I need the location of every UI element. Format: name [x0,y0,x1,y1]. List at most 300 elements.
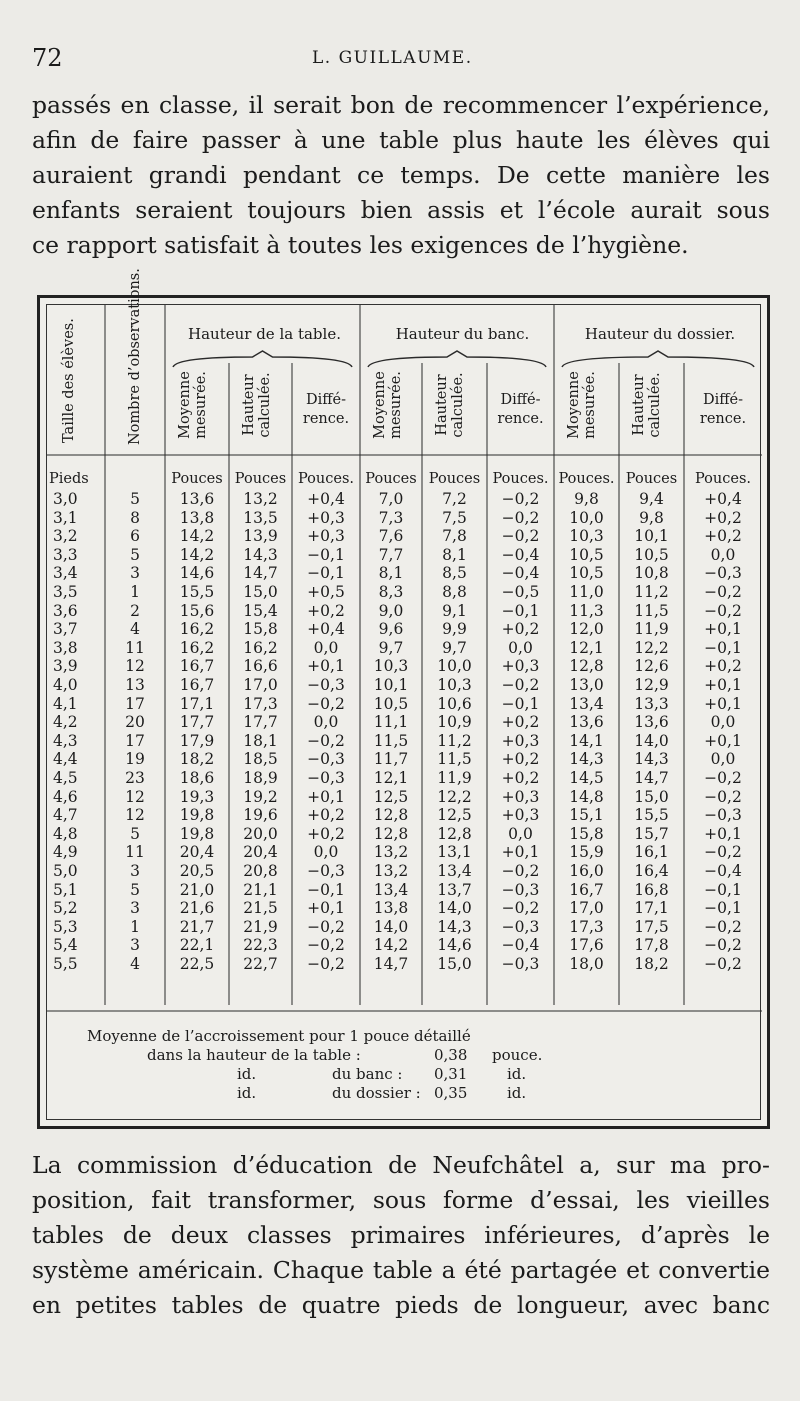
table-cell: +0,3 [307,527,345,546]
table-cell: 12,8 [373,824,409,843]
table-cell: 13,5 [243,508,278,527]
table-cell: 14,0 [634,731,669,750]
cell-taille: 3,4 [53,564,78,583]
cell-nombre: 6 [130,527,140,546]
unit-label: Pouces [625,471,678,487]
table-cell: 16,4 [634,862,669,880]
cell-taille: 3,2 [53,527,78,546]
table-cell: 11,0 [569,583,604,601]
table-cell: 7,6 [378,527,404,546]
table-cell: 12,9 [634,676,669,694]
unit-label: Pouces. [558,471,615,487]
summary-label: du dossier : [332,1084,421,1102]
table-cell: +0,3 [501,731,540,750]
unit-label: Pouces [171,471,223,487]
table-cell: −0,2 [704,787,742,806]
table-cell: 13,6 [179,490,215,508]
table-cell: 13,6 [569,713,604,732]
table-cell: 14,6 [179,564,215,583]
table-cell: 12,0 [569,620,604,639]
cell-nombre: 3 [130,936,140,955]
table-cell: 12,5 [437,806,472,825]
table-cell: 15,8 [569,824,604,843]
group-header-table: Hauteur de la table. [188,325,341,343]
table-cell: 9,1 [442,601,467,620]
text-line: afin de faire passer à une table plus haute les élèves qui [32,126,770,154]
table-cell: 15,0 [634,787,669,806]
table-cell: 12,5 [373,787,409,806]
subheader-moyenne: Moyenne mesurée. [566,371,598,439]
table-cell: −0,2 [501,527,540,546]
table-cell: 9,4 [639,490,664,508]
table-cell: −0,3 [307,862,345,880]
table-cell: 13,1 [437,843,472,862]
table-cell: 13,8 [373,899,409,918]
table-cell: 17,7 [243,713,278,732]
summary-unit: id. [507,1065,527,1083]
summary-value: 0,35 [434,1084,468,1102]
table-cell: 9,7 [442,638,467,657]
table-cell: −0,3 [704,564,742,583]
table-cell: +0,2 [501,620,540,639]
table-cell: 11,2 [437,731,472,750]
table-cell: +0,3 [501,657,540,676]
cell-taille: 4,1 [53,694,78,713]
table-cell: +0,3 [501,787,540,806]
table-cell: 16,7 [569,880,604,899]
cell-nombre: 4 [130,955,140,973]
cell-nombre: 2 [130,601,140,620]
table-cell: 14,7 [634,769,669,787]
table-cell: 14,5 [569,769,604,787]
unit-label: Pouces [428,471,481,487]
cell-nombre: 12 [125,806,145,825]
page-number: 72 [32,44,63,72]
table-cell: −0,2 [501,676,540,694]
table-cell: 0,0 [313,638,339,657]
table-cell: 21,6 [179,899,215,918]
table-cell: 20,5 [179,862,215,880]
cell-nombre: 3 [130,899,140,918]
table-cell: +0,2 [307,824,345,843]
table-cell: +0,2 [704,657,742,676]
text-line: auraient grandi pendant ce temps. De cette manière les [32,161,770,189]
table-cell: 13,2 [373,862,409,880]
unit-label: Pouces [365,471,417,487]
table-cell: 15,5 [634,806,669,825]
table-cell: −0,2 [307,694,345,713]
table-cell: 7,7 [378,545,404,564]
table-cell: 10,0 [569,508,604,527]
table-cell: 12,8 [373,806,409,825]
table-cell: −0,2 [704,601,742,620]
cell-taille: 5,0 [53,862,78,880]
subheader-moyenne: Moyenne mesurée. [372,371,404,439]
table-cell: 13,8 [179,508,215,527]
cell-taille: 3,1 [53,508,78,527]
summary-label: id. [237,1084,257,1102]
table-cell: 7,8 [442,527,467,546]
cell-taille: 3,0 [53,490,78,508]
table-cell: 17,5 [634,917,669,936]
table-cell: 16,7 [179,676,215,694]
table-cell: 10,5 [373,694,409,713]
table-cell: −0,2 [307,936,345,955]
table-cell: −0,2 [704,769,742,787]
table-cell: 7,5 [442,508,467,527]
table-cell: +0,1 [307,657,345,676]
cell-nombre: 17 [125,694,145,713]
table-cell: +0,2 [307,601,345,620]
table-cell: −0,4 [501,545,540,564]
table-cell: 10,0 [437,657,472,676]
cell-taille: 3,3 [53,545,78,564]
table-cell: 9,0 [378,601,404,620]
table-cell: 16,2 [179,638,215,657]
table-cell: 18,1 [243,731,278,750]
cell-taille: 4,3 [53,731,78,750]
table-cell: −0,3 [307,676,345,694]
table-cell: +0,2 [501,713,540,732]
table-cell: 14,3 [243,545,278,564]
table-frame [46,268,761,1120]
table-cell: 14,8 [569,787,604,806]
table-cell: 13,3 [634,694,669,713]
cell-nombre: 4 [130,620,140,639]
cell-nombre: 17 [125,731,145,750]
cell-nombre: 13 [125,676,145,694]
table-cell: 17,7 [179,713,215,732]
cell-taille: 5,4 [53,936,78,955]
table-cell: +0,2 [307,806,345,825]
table-cell: 13,0 [569,676,604,694]
table-cell: 18,0 [569,955,604,973]
table-cell: +0,2 [501,750,540,769]
cell-taille: 4,4 [53,750,78,769]
table-cell: 10,3 [373,657,409,676]
table-cell: 8,1 [378,564,404,583]
table-cell: −0,3 [501,880,540,899]
table-cell: 11,1 [373,713,409,732]
subheader-difference: Diffé- rence. [699,392,747,427]
page-header [32,44,752,74]
cell-nombre: 5 [130,545,140,564]
table-cell: 9,8 [639,508,664,527]
table-cell: 15,9 [569,843,604,862]
cell-nombre: 3 [130,862,140,880]
table-cell: +0,3 [307,508,345,527]
table-cell: 9,7 [378,638,404,657]
table-cell: −0,2 [501,899,540,918]
cell-taille: 4,6 [53,787,78,806]
table-cell: −0,2 [501,862,540,880]
paragraph-bottom [32,1148,770,1323]
table-cell: −0,2 [307,955,345,973]
cell-taille: 5,3 [53,917,78,936]
table-cell: 20,4 [179,843,215,862]
cell-taille: 3,7 [53,620,78,639]
table-cell: 21,9 [243,917,278,936]
table-cell: 18,5 [243,750,278,769]
table-cell: −0,1 [704,880,742,899]
table-cell: −0,2 [307,917,345,936]
table-cell: 0,0 [710,545,736,564]
table-cell: 22,3 [243,936,278,955]
table-cell: 15,1 [569,806,604,825]
table-cell: 10,6 [437,694,472,713]
cell-taille: 4,9 [53,843,78,862]
table-cell: −0,1 [704,638,742,657]
table-cell: +0,1 [307,899,345,918]
table-cell: 13,4 [437,862,472,880]
header-taille: Taille des élèves. [61,318,77,443]
table-cell: +0,1 [307,787,345,806]
table-cell: 13,2 [373,843,409,862]
table-cell: 20,0 [243,824,278,843]
table-cell: 16,2 [179,620,215,639]
table-cell: 11,9 [634,620,669,639]
table-cell: 12,2 [634,638,669,657]
table-cell: −0,2 [704,843,742,862]
table-cell: 15,8 [243,620,278,639]
table-cell: 12,8 [569,657,604,676]
table-cell: 8,5 [442,564,467,583]
table-cell: 9,8 [574,490,599,508]
table-cell: +0,4 [307,620,345,639]
cell-nombre: 11 [125,638,145,657]
table-cell: 13,2 [243,490,278,508]
table-cell: +0,4 [704,490,742,508]
cell-taille: 5,1 [53,880,78,899]
text-line: passés en classe, il serait bon de recommencer l’expérience, [32,91,770,119]
table-cell: 10,9 [437,713,472,732]
table-cell: 16,6 [243,657,278,676]
table-cell: 11,5 [373,731,409,750]
cell-taille: 4,7 [53,806,78,825]
table-cell: 7,3 [378,508,404,527]
table-cell: 8,8 [442,583,467,601]
table-cell: 15,0 [243,583,278,601]
table-cell: 15,6 [179,601,215,620]
table-cell: 22,1 [179,936,215,955]
table-cell: 15,0 [437,955,472,973]
text-line: tables de deux classes primaires inférieures, d’après le [32,1221,770,1249]
table-cell: +0,1 [501,843,540,862]
table-cell: −0,3 [704,806,742,825]
table-cell: +0,5 [307,583,345,601]
table-cell: 17,0 [569,899,604,918]
summary-value: 0,31 [434,1065,468,1083]
table-cell: −0,2 [704,583,742,601]
cell-nombre: 1 [130,917,140,936]
cell-nombre: 8 [130,508,140,527]
table-cell: 17,6 [569,936,604,955]
table-cell: 16,7 [179,657,215,676]
unit-label: Pouces. [298,471,354,487]
table-cell: 14,7 [373,955,409,973]
table-cell: −0,2 [501,490,540,508]
table-cell: −0,1 [704,899,742,918]
table-cell: 10,5 [569,564,604,583]
summary-line: Moyenne de l’accroissement pour 1 pouce détaillé [87,1027,471,1045]
summary-label: du banc : [332,1065,403,1083]
cell-taille: 5,5 [53,955,78,973]
table-cell: −0,1 [501,694,540,713]
table-cell: −0,3 [501,917,540,936]
table-cell: 17,3 [243,694,278,713]
summary-unit: id. [507,1084,527,1102]
cell-taille: 3,5 [53,583,78,601]
table-cell: −0,1 [501,601,540,620]
table-cell: 19,8 [179,806,215,825]
table-cell: 21,7 [179,917,215,936]
table-cell: 7,0 [378,490,404,508]
table-cell: 18,9 [243,769,278,787]
cell-nombre: 5 [130,880,140,899]
cell-nombre: 3 [130,564,140,583]
table-cell: 19,2 [243,787,278,806]
group-header-dossier: Hauteur du dossier. [584,325,736,343]
table-cell: 16,2 [243,638,278,657]
table-cell: 14,0 [373,917,409,936]
table-cell: 11,2 [634,583,669,601]
subheader-calculee: Hauteur calculée. [631,372,663,438]
table-cell: −0,3 [307,769,345,787]
table-cell: −0,4 [704,862,742,880]
table-cell: 21,5 [243,899,278,918]
cell-nombre: 23 [125,769,145,787]
table-cell: 14,3 [569,750,604,769]
table-cell: 14,6 [437,936,472,955]
table-cell: −0,1 [307,545,345,564]
table-cell: −0,2 [704,936,742,955]
table-cell: 9,6 [378,620,404,639]
table-cell: 17,9 [179,731,215,750]
table-cell: 11,9 [437,769,472,787]
text-line: La commission d’éducation de Neufchâtel a, sur ma pro- [32,1151,770,1179]
cell-taille: 5,2 [53,899,78,918]
table-cell: 14,2 [179,527,215,546]
table-cell: 10,3 [569,527,604,546]
table-cell: 12,2 [437,787,472,806]
table-cell: 18,6 [179,769,215,787]
table-cell: 8,3 [378,583,404,601]
table-cell: +0,1 [704,676,742,694]
group-header-banc: Hauteur du banc. [395,325,530,343]
text-line: enfants seraient toujours bien assis et l’école aurait sous [32,196,770,224]
table-cell: 10,5 [634,545,669,564]
text-line: en petites tables de quatre pieds de longueur, avec banc [32,1291,770,1319]
summary-value: 0,38 [434,1046,468,1064]
table-cell: 18,2 [179,750,215,769]
table-cell: 10,1 [373,676,409,694]
table-cell: 0,0 [508,824,533,843]
table-cell: 13,4 [373,880,409,899]
table-cell: 17,3 [569,917,604,936]
table-cell: 0,0 [313,843,339,862]
cell-nombre: 1 [130,583,140,601]
cell-taille: 3,8 [53,638,78,657]
unit-label: Pouces. [492,471,549,487]
table-cell: 14,2 [373,936,409,955]
table-cell: 19,8 [179,824,215,843]
table-cell: 11,5 [437,750,472,769]
table-cell: 10,8 [634,564,669,583]
table-cell: 14,7 [243,564,278,583]
table-cell: +0,1 [704,620,742,639]
table-cell: 0,0 [313,713,339,732]
unit-label: Pieds [49,471,89,487]
cell-nombre: 5 [130,824,140,843]
table-cell: 0,0 [710,713,736,732]
table-cell: 13,7 [437,880,472,899]
paragraph-top [32,88,770,263]
table-cell: 17,8 [634,936,669,955]
table-cell: 22,5 [179,955,215,973]
table-cell: −0,1 [307,880,345,899]
table-cell: 10,3 [437,676,472,694]
running-head: L. GUILLAUME. [312,48,473,68]
cell-taille: 4,8 [53,824,78,843]
table-cell: 12,6 [634,657,669,676]
text-line: ce rapport satisfait à toutes les exigences de l’hygiène. [32,231,689,259]
subheader-difference: Diffé- rence. [497,392,544,427]
table-cell: 11,3 [569,601,604,620]
table-cell: +0,1 [704,731,742,750]
summary-unit: pouce. [492,1046,543,1064]
cell-nombre: 12 [125,657,145,676]
table-cell: 0,0 [710,750,736,769]
table-cell: 16,0 [569,862,604,880]
table-cell: −0,2 [501,508,540,527]
table-cell: +0,4 [307,490,345,508]
text-line: position, fait transformer, sous forme d’essai, les vieilles [32,1186,770,1214]
table-cell: −0,3 [501,955,540,973]
table-cell: −0,1 [307,564,345,583]
table-cell: 11,5 [634,601,669,620]
cell-taille: 3,9 [53,657,78,676]
table-cell: 19,3 [179,787,215,806]
cell-nombre: 19 [125,750,145,769]
table-cell: 15,4 [243,601,278,620]
table-cell: 17,1 [179,694,215,713]
table-cell: +0,2 [501,769,540,787]
subheader-calculee: Hauteur calculée. [241,372,273,438]
table-cell: +0,2 [704,508,742,527]
table-cell: 16,1 [634,843,669,862]
table-cell: 14,3 [634,750,669,769]
table-cell: 8,1 [442,545,467,564]
table-cell: 20,4 [243,843,278,862]
table-cell: 12,1 [569,638,604,657]
cell-nombre: 5 [130,490,140,508]
table-cell: 13,6 [634,713,669,732]
table-cell: 19,6 [243,806,278,825]
table-cell: −0,3 [307,750,345,769]
subheader-difference: Diffé- rence. [302,392,350,427]
table-cell: 22,7 [243,955,278,973]
subheader-moyenne: Moyenne mesurée. [177,371,209,439]
table-cell: −0,2 [704,917,742,936]
table-cell: 20,8 [243,862,278,880]
table-cell: −0,4 [501,564,540,583]
table-cell: −0,2 [704,955,742,973]
table-cell: +0,3 [501,806,540,825]
table-cell: −0,2 [307,731,345,750]
table-cell: 12,1 [373,769,409,787]
table-cell: −0,4 [501,936,540,955]
cell-taille: 3,6 [53,601,78,620]
